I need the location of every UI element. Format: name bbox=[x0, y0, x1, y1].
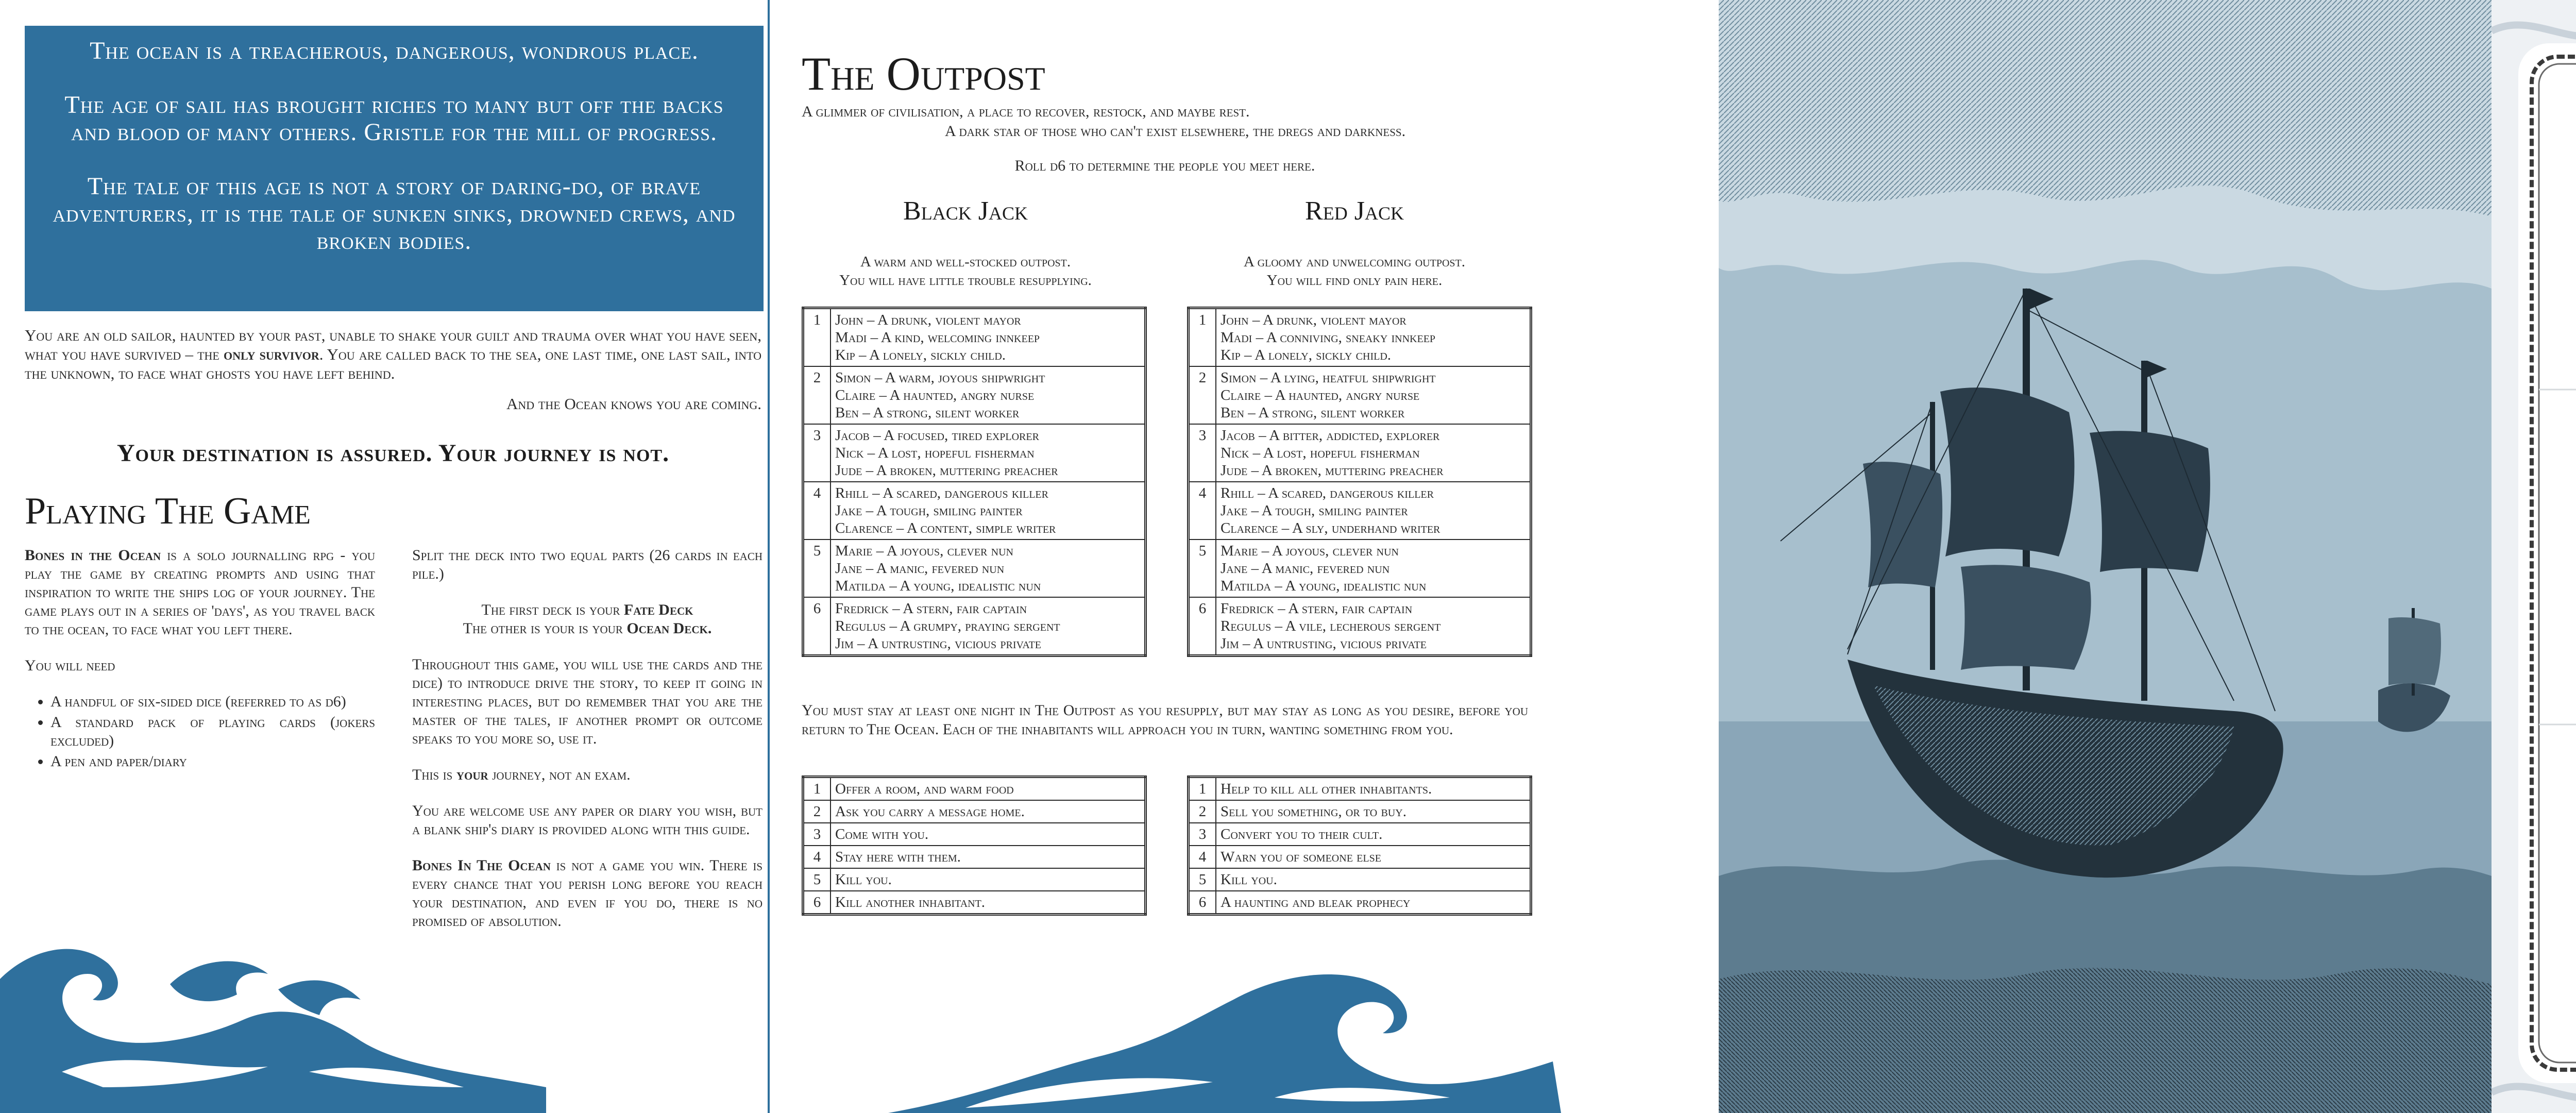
premise-ocean: And the Ocean knows you are coming. bbox=[506, 395, 761, 413]
throughout-text: Throughout this game, you will use the cards and the dice) to introduce drive the story, to keep it going in interesting places, but do remember that you are the master of the tales, if another prompt or outcome speaks to you more so, use it. bbox=[412, 656, 762, 747]
red-actions-table bbox=[1187, 775, 1532, 916]
inhabitant: Marie – A joyous, clever nun bbox=[835, 543, 1013, 559]
inhabitant: Ben – A strong, silent worker bbox=[1221, 404, 1405, 421]
table-cell bbox=[831, 366, 1146, 424]
action-cell: Kill you. bbox=[831, 868, 1146, 891]
black-jack-desc bbox=[790, 252, 1141, 290]
row-number: 1 bbox=[1189, 777, 1216, 801]
table-row bbox=[1189, 597, 1531, 656]
page-intro bbox=[0, 0, 768, 1113]
inhabitant: Jake – A tough, smiling painter bbox=[835, 502, 1023, 519]
blank-map-page bbox=[2492, 0, 2576, 1113]
row-number: 2 bbox=[803, 366, 831, 424]
inhabitant: Matilda – A young, idealistic nun bbox=[835, 578, 1041, 594]
black-desc-2: You will have little trouble resupplying. bbox=[839, 272, 1092, 289]
inhabitant: Kip – A lonely, sickly child. bbox=[1221, 347, 1392, 363]
playing-intro-rest: is a solo journalling rpg - you play the game by creating prompts and using that inspiration to write the ships log of your journey. The game plays out in a series of 'days', as you travel back to the ocean, to face what you left there. bbox=[25, 547, 375, 638]
page-outpost bbox=[768, 0, 1561, 1113]
row-number: 2 bbox=[1189, 366, 1216, 424]
table-row bbox=[1189, 539, 1531, 597]
black-jack-table bbox=[802, 307, 1147, 657]
row-number: 6 bbox=[803, 891, 831, 915]
deck-names bbox=[412, 601, 762, 638]
table-row bbox=[1189, 777, 1531, 801]
playing-intro bbox=[25, 546, 375, 639]
journey-c: journey, not an exam. bbox=[488, 766, 631, 783]
table-cell bbox=[1216, 366, 1531, 424]
row-number: 4 bbox=[1189, 482, 1216, 539]
table-row bbox=[1189, 891, 1531, 915]
inhabitant: Claire – A haunted, angry nurse bbox=[835, 387, 1035, 403]
table-row bbox=[1189, 482, 1531, 539]
black-jack-title: Black Jack bbox=[903, 196, 1028, 226]
playing-left-column bbox=[25, 546, 375, 773]
table-row bbox=[1189, 800, 1531, 823]
fate-deck-name: Fate Deck bbox=[623, 601, 693, 618]
inhabitant: Claire – A haunted, angry nurse bbox=[1221, 387, 1420, 403]
welcome-text: You are welcome use any paper or diary you wish, but a blank ship's diary is provided along with this guide. bbox=[412, 802, 762, 838]
table-row bbox=[803, 308, 1146, 367]
table-cell bbox=[1216, 308, 1531, 367]
row-number: 2 bbox=[1189, 800, 1216, 823]
table-cell bbox=[831, 482, 1146, 539]
inhabitant: Simon – A lying, heatful shipwright bbox=[1221, 369, 1436, 386]
table-row bbox=[1189, 308, 1531, 367]
inhabitant: Ben – A strong, silent worker bbox=[835, 404, 1020, 421]
row-number: 3 bbox=[803, 823, 831, 846]
you-will-need: You will need bbox=[25, 657, 115, 674]
ocean-deck-name: Ocean Deck. bbox=[626, 620, 712, 637]
list-item: • A standard pack of playing cards (jokers excluded) bbox=[50, 713, 375, 750]
table-row bbox=[803, 777, 1146, 801]
table-row bbox=[1189, 823, 1531, 846]
premise-bold: only survivor bbox=[223, 345, 319, 363]
inhabitant: Kip – A lonely, sickly child. bbox=[835, 347, 1006, 363]
row-number: 6 bbox=[1189, 597, 1216, 656]
list-item: • A handful of six-sided dice (referred to as d6) bbox=[50, 693, 375, 711]
ship-illustration bbox=[1719, 0, 2492, 1113]
table-cell bbox=[1216, 424, 1531, 482]
red-jack-title: Red Jack bbox=[1305, 196, 1404, 226]
action-cell: Sell you something, or to buy. bbox=[1216, 800, 1531, 823]
inhabitant: Fredrick – A stern, fair captain bbox=[1221, 600, 1413, 617]
action-cell: Help to kill all other inhabitants. bbox=[1216, 777, 1531, 801]
row-number: 6 bbox=[1189, 891, 1216, 915]
premise-b: . You are called back to the sea, one last time, one last sail, into the unknown, to face what ghosts you have left behind. bbox=[25, 345, 761, 382]
inhabitant: Regulus – A vile, lecherous sergent bbox=[1221, 618, 1441, 634]
wave-illustration-right bbox=[770, 943, 1561, 1113]
table-cell bbox=[1216, 539, 1531, 597]
table-cell bbox=[831, 308, 1146, 367]
outpost-title: The Outpost bbox=[802, 47, 1045, 100]
inhabitant: Rhill – A scared, dangerous killer bbox=[835, 485, 1048, 501]
map-frame bbox=[2518, 43, 2576, 1083]
row-number: 5 bbox=[1189, 868, 1216, 891]
journey-bold: your bbox=[456, 766, 488, 783]
table-row bbox=[803, 424, 1146, 482]
inhabitant: Fredrick – A stern, fair captain bbox=[835, 600, 1027, 617]
map-grid bbox=[2530, 55, 2576, 1072]
table-row bbox=[1189, 868, 1531, 891]
outpost-roll: Roll d6 to determine the people you meet here. bbox=[1014, 157, 1315, 174]
tagline: Your destination is assured. Your journey is not. bbox=[116, 440, 670, 467]
action-cell: Kill another inhabitant. bbox=[831, 891, 1146, 915]
action-cell: Offer a room, and warm food bbox=[831, 777, 1146, 801]
row-number: 5 bbox=[1189, 539, 1216, 597]
red-desc-2: You will find only pain here. bbox=[1266, 272, 1443, 289]
black-desc-1: A warm and well-stocked outpost. bbox=[860, 254, 1071, 270]
row-number: 5 bbox=[803, 868, 831, 891]
inhabitant: Jude – A broken, muttering preacher bbox=[1221, 462, 1444, 479]
inhabitant: Jacob – A bitter, addicted, explorer bbox=[1221, 427, 1440, 444]
red-desc-1: A gloomy and unwelcoming outpost. bbox=[1243, 254, 1466, 270]
action-cell: Warn you of someone else bbox=[1216, 846, 1531, 868]
table-row bbox=[1189, 366, 1531, 424]
table-row bbox=[803, 823, 1146, 846]
intro-text-3: The tale of this age is not a story of daring-do, of brave adventurers, it is the tale of sunken sinks, drowned crews, and broken bodies. bbox=[53, 173, 736, 255]
table-cell bbox=[1216, 597, 1531, 656]
inhabitant: Nick – A lost, hopeful fisherman bbox=[1221, 445, 1420, 461]
playing-title: Playing The Game bbox=[25, 490, 311, 532]
row-number: 6 bbox=[803, 597, 831, 656]
action-cell: Convert you to their cult. bbox=[1216, 823, 1531, 846]
inhabitant: Clarence – A content, simple writer bbox=[835, 520, 1056, 536]
action-cell: A haunting and bleak prophecy bbox=[1216, 891, 1531, 915]
split-deck: Split the deck into two equal parts (26 cards in each pile.) bbox=[412, 547, 762, 582]
stay-text: You must stay at least one night in The Outpost as you resupply, but may stay as long as you desire, before you return to The Ocean. Each of the inhabitants will approach you in turn, wanting something from you. bbox=[802, 702, 1529, 738]
list-item: • A pen and paper/diary bbox=[50, 752, 375, 771]
table-cell bbox=[831, 424, 1146, 482]
inhabitant: Jude – A broken, muttering preacher bbox=[835, 462, 1058, 479]
inhabitant: Madi – A conniving, sneaky innkeep bbox=[1221, 329, 1436, 346]
table-row bbox=[1189, 424, 1531, 482]
inhabitant: John – A drunk, violent mayor bbox=[1221, 312, 1406, 328]
row-number: 1 bbox=[803, 308, 831, 367]
inhabitant: Rhill – A scared, dangerous killer bbox=[1221, 485, 1434, 501]
outpost-subtitle-1: A glimmer of civilisation, a place to recover, restock, and maybe rest. bbox=[802, 103, 1250, 120]
table-row bbox=[803, 800, 1146, 823]
materials-list bbox=[25, 693, 375, 771]
inhabitant: Matilda – A young, idealistic nun bbox=[1221, 578, 1427, 594]
table-row bbox=[803, 891, 1146, 915]
row-number: 1 bbox=[803, 777, 831, 801]
row-number: 3 bbox=[1189, 823, 1216, 846]
journey-text bbox=[412, 766, 762, 784]
inhabitant: Jim – A untrusting, vicious private bbox=[835, 635, 1042, 652]
table-row bbox=[803, 846, 1146, 868]
wave-illustration-left bbox=[0, 917, 768, 1113]
table-row bbox=[803, 539, 1146, 597]
ocean-deck-a: The other is your is your bbox=[463, 620, 627, 637]
premise-a: You are an old sailor, haunted by your past, unable to shake your guilt and trauma over what you have seen, what you have survived – the bbox=[25, 326, 761, 363]
game-name: Bones in the Ocean bbox=[25, 547, 161, 564]
red-jack-table bbox=[1187, 307, 1532, 657]
table-row bbox=[803, 597, 1146, 656]
inhabitant: John – A drunk, violent mayor bbox=[835, 312, 1021, 328]
fate-deck-a: The first deck is your bbox=[481, 601, 624, 618]
inhabitant: Jake – A tough, smiling painter bbox=[1221, 502, 1408, 519]
action-cell: Kill you. bbox=[1216, 868, 1531, 891]
table-cell bbox=[831, 539, 1146, 597]
inhabitant: Jacob – A focused, tired explorer bbox=[835, 427, 1039, 444]
outpost-subtitle-2: A dark star of those who can't exist elsewhere, the dregs and darkness. bbox=[945, 123, 1406, 140]
row-number: 2 bbox=[803, 800, 831, 823]
row-number: 5 bbox=[803, 539, 831, 597]
inhabitant: Clarence – A sly, underhand writer bbox=[1221, 520, 1440, 536]
table-row bbox=[803, 482, 1146, 539]
action-cell: Stay here with them. bbox=[831, 846, 1146, 868]
intro-text-2: The age of sail has brought riches to many but off the backs and blood of many others. Gristle for the mill of progress. bbox=[64, 91, 724, 146]
row-number: 1 bbox=[1189, 308, 1216, 367]
inhabitant: Nick – A lost, hopeful fisherman bbox=[835, 445, 1035, 461]
table-cell bbox=[831, 597, 1146, 656]
win-rest: is not a game you win. There is every chance that you perish long before you reach your destination, and even if you do, there is no promised of absolution. bbox=[412, 857, 763, 930]
playing-right-column bbox=[412, 546, 762, 948]
inhabitant: Jane – A manic, fevered nun bbox=[835, 560, 1005, 577]
inhabitant: Jane – A manic, fevered nun bbox=[1221, 560, 1390, 577]
inhabitant: Simon – A warm, joyous shipwright bbox=[835, 369, 1045, 386]
table-row bbox=[803, 868, 1146, 891]
row-number: 4 bbox=[803, 846, 831, 868]
table-row bbox=[803, 366, 1146, 424]
row-number: 3 bbox=[803, 424, 831, 482]
intro-text-1: The ocean is a treacherous, dangerous, wondrous place. bbox=[90, 37, 699, 64]
red-jack-desc bbox=[1179, 252, 1530, 290]
table-row bbox=[1189, 846, 1531, 868]
black-actions-table bbox=[802, 775, 1147, 916]
journey-a: This is bbox=[412, 766, 456, 783]
inhabitant: Madi – A kind, welcoming innkeep bbox=[835, 329, 1040, 346]
win-game-name: Bones In The Ocean bbox=[412, 857, 551, 874]
inhabitant: Marie – A joyous, clever nun bbox=[1221, 543, 1399, 559]
table-cell bbox=[1216, 482, 1531, 539]
premise-text bbox=[25, 326, 761, 413]
row-number: 4 bbox=[803, 482, 831, 539]
intro-box bbox=[25, 26, 764, 311]
action-cell: Ask you carry a message home. bbox=[831, 800, 1146, 823]
row-number: 4 bbox=[1189, 846, 1216, 868]
row-number: 3 bbox=[1189, 424, 1216, 482]
inhabitant: Jim – A untrusting, vicious private bbox=[1221, 635, 1427, 652]
inhabitant: Regulus – A grumpy, praying sergent bbox=[835, 618, 1060, 634]
action-cell: Come with you. bbox=[831, 823, 1146, 846]
ship-engraving bbox=[1719, 0, 2492, 1113]
